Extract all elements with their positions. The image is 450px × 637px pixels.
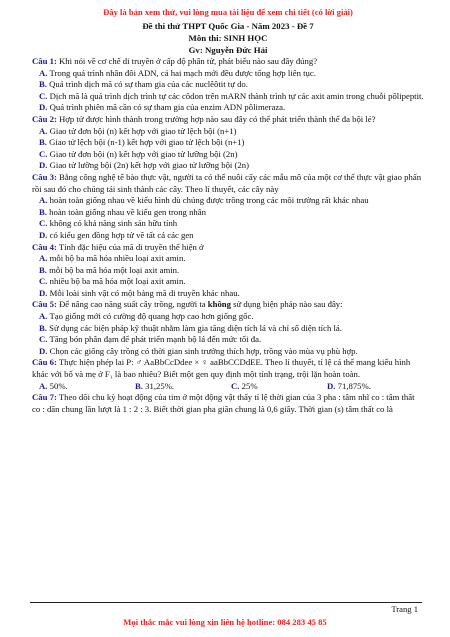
option-d: D. 71,875%. [327, 380, 371, 391]
question-label: Câu 5: [32, 299, 57, 310]
option-c: C. Giao tử đơn bội (n) kết hợp với giao tử lưỡng bội (2n) [39, 148, 238, 159]
option-d: D. Giao tử lưỡng bội (2n) kết hợp với giao tử lưỡng bội (2n) [39, 160, 249, 171]
option-a: A. mỗi bộ ba mã hóa nhiều loại axit amin. [39, 253, 186, 264]
option-c: C. nhiều bộ ba mã hóa một loại axit amin. [39, 276, 186, 287]
question-4 [32, 242, 424, 300]
option-c: C. 25% [231, 380, 258, 391]
footer-divider [30, 602, 422, 603]
question-label: Câu 4: [32, 241, 57, 252]
question-3 [32, 172, 424, 242]
option-b: B. hoàn toàn giống nhau về kiểu gen trong nhân [39, 206, 206, 217]
option-d: D. Quá trình phiên mã cần có sự tham gia của enzim ADN pôlimeraza. [39, 102, 286, 113]
question-label: Câu 6: [32, 357, 57, 368]
question-text: Tính đặc hiệu của mã di truyền thể hiện ở [58, 241, 204, 252]
option-a: A. 50%. [39, 380, 68, 391]
question-label: Câu 1: [32, 56, 57, 66]
option-a: A. Trong quá trình nhân đôi ADN, cả hai mạch mới đều được tổng hợp liên tục. [39, 67, 316, 78]
option-a: A. hoàn toàn giống nhau về kiểu hình dù chúng được trồng trong các môi trường rất khác nhau [39, 195, 369, 206]
question-text: Thực hiện phép lai P: ♂ AaBbCcDdee × ♀ aaBbCCDdEE. Theo lí thuyết, tỉ lệ cá thể mang kiểu hình khác với bố và mẹ ở F₁ là bao nhiêu? Biết một gen quy định một tính trạng, trội lặn hoàn toàn. [32, 357, 411, 380]
page-number: Trang 1 [391, 604, 418, 614]
preview-banner: Đây là bản xem thử, vui lòng mua tài liệu để xem chi tiết (có lời giải) [103, 7, 353, 17]
option-c: C. không có khả năng sinh sản hữu tính [39, 218, 178, 229]
option-b: B. mỗi bộ ba mã hóa một loại axit amin. [39, 264, 180, 275]
teacher-line: Gv: Nguyễn Đức Hải [188, 45, 268, 55]
subject-line: Môn thi: SINH HỌC [188, 33, 268, 43]
question-label: Câu 2: [32, 113, 57, 124]
option-b: B. Quá trình dịch mã có sự tham gia của các nuclêôtit tự do. [39, 79, 248, 90]
option-c: C. Dịch mã là quá trình dịch trình tự các côdon trên mARN thành trình tự các axit amin trong chuỗi pôlipeptit. [39, 90, 424, 101]
question-text: Theo dõi chu kỳ hoạt động của tim ở một động vật thấy tỉ lệ thời gian của 3 pha : tâm nhĩ co : tâm thất co : dãn chung lần lượt là 1 : 2 : 3. Biết thời gian pha giãn chung là 0,6 giây. Thời gian (s) tâm thất co là [32, 392, 415, 414]
option-b: B. Sử dụng các biện pháp kỹ thuật nhằm làm gia tăng diện tích lá và chỉ số diện tích lá. [39, 322, 342, 333]
question-text: Hợp tử được hình thành trong trường hợp nào sau đây có thể phát triển thành thể đa bội lẻ? [59, 113, 376, 124]
option-a: A. Tạo giống mới có cường độ quang hợp cao hơn giống gốc. [39, 311, 254, 322]
option-d: D. Chọn các giống cây trồng có thời gian sinh trưởng thích hợp, trồng vào mùa vụ phù hợp. [39, 345, 358, 356]
hotline-banner: Mọi thắc mắc vui lòng xin liên hệ hotline: 084 283 45 85 [123, 617, 327, 627]
exam-title: Đề thi thử THPT Quốc Gia - Năm 2023 - Đề 7 [142, 21, 314, 31]
question-text: Khi nói về cơ chế di truyền ở cấp độ phân tử, phát biểu nào sau đây đúng? [59, 56, 318, 66]
question-6 [32, 357, 424, 392]
question-text: Bằng công nghệ tế bào thực vật, người ta có thể nuôi cấy các mẫu mô của một cơ thể thực vật giao phấn rồi sau đó cho chúng tái sinh thành các cây. Theo lí thuyết, các cây này [32, 171, 422, 194]
option-a: A. Giao tử đơn bội (n) kết hợp với giao tử lệch bội (n+1) [39, 125, 237, 136]
question-7 [32, 392, 424, 415]
document-page [32, 6, 424, 415]
emphasis-not: không [207, 299, 231, 310]
question-label: Câu 3: [32, 171, 57, 182]
question-5: Câu 5: Để nâng cao năng suất cây trồng, người ta không sử dụng biện pháp nào sau đây: A. Tạo giống mới có cường độ quang hợp cao hơn giống gốc. B. Sử dụng các biện pháp kỹ thuật nhằm làm gia tăng diện tích lá và chỉ số diện tích lá. C. Tăng bón phân đạm để phát triển mạnh bộ lá đến mức tối đa. D. Chọn các giống cây trồng có thời gian sinh trưởng thích hợp, trồng vào mùa vụ phù hợp. [32, 299, 424, 357]
option-b: B. 31,25%. [135, 380, 175, 391]
options-row [39, 381, 424, 393]
option-d: D. có kiểu gen đồng hợp tử về tất cả các gen [39, 229, 194, 240]
option-b: B. Giao tử lệch bội (n-1) kết hợp với giao tử lệch bội (n+1) [39, 137, 245, 148]
option-d: D. Mỗi loài sinh vật có một bảng mã di truyền khác nhau. [39, 287, 240, 298]
question-label: Câu 7: [32, 392, 57, 403]
question-1 [32, 56, 424, 114]
option-c: C. Tăng bón phân đạm để phát triển mạnh bộ lá đến mức tối đa. [39, 334, 262, 345]
question-2 [32, 114, 424, 172]
